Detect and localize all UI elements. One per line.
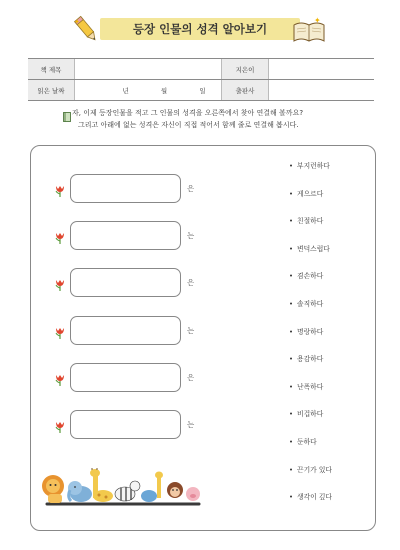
tulip-icon [55,418,65,437]
trait-item [289,353,323,363]
book-info-table [28,58,374,101]
animal-parade-illustration [37,464,207,512]
trait-label: 생각이 깊다 [297,493,332,502]
bullet-icon: • [289,493,294,502]
book-title-field[interactable] [75,59,222,80]
trait-label: 난폭하다 [297,382,324,391]
trait-item [289,270,323,280]
read-date-label: 읽은 날짜 [28,80,75,101]
particle-label: 는 [187,326,195,335]
trait-label: 변덕스럽다 [297,244,330,253]
trait-item [289,188,323,198]
trait-item [289,464,332,474]
instruction-line-2: 그리고 아래에 없는 성격은 자신이 직접 적어서 함께 줄로 연결해 봅시다. [78,121,299,129]
particle-label: 은 [187,373,195,382]
character-name-box[interactable] [70,221,181,250]
trait-label: 둔하다 [297,438,317,446]
year-label: 년 [122,86,129,95]
character-name-box[interactable] [70,363,181,392]
bullet-icon: • [289,162,294,170]
trait-label: 비겁하다 [297,410,324,419]
trait-item [289,243,330,253]
trait-label: 부지런하다 [297,162,330,170]
tulip-icon [55,371,65,390]
trait-item [289,326,323,336]
trait-item [289,491,332,501]
svg-text:✦: ✦ [74,18,80,26]
bullet-icon: • [289,217,294,226]
notebook-icon [63,107,71,126]
character-name-box[interactable] [70,316,181,345]
instruction-line-1: 자, 이제 등장인물을 적고 그 인물의 성격을 오른쪽에서 찾아 연결해 볼까요? [72,109,304,117]
author-field[interactable] [269,59,375,80]
particle-label: 은 [187,278,195,287]
trait-item [289,381,323,391]
trait-item [289,215,323,225]
book-title-label: 책 제목 [28,59,75,80]
particle-label: 은 [187,184,195,193]
character-name-box[interactable] [70,174,181,203]
trait-item [289,436,317,446]
character-name-box[interactable] [70,268,181,297]
bullet-icon: • [289,382,294,391]
trait-label: 겸손하다 [297,272,324,281]
bullet-icon: • [289,355,294,364]
tulip-icon [55,229,65,248]
tulip-icon [55,324,65,343]
instructions [72,107,303,131]
pencil-icon [72,14,100,48]
bullet-icon: • [289,244,294,253]
trait-label: 솔직하다 [297,300,324,308]
author-label: 지은이 [222,59,269,80]
day-label: 일 [199,86,206,95]
month-label: 월 [160,86,168,95]
bullet-icon: • [289,272,294,281]
svg-text:✦: ✦ [314,17,321,25]
publisher-field[interactable] [269,80,375,101]
trait-label: 용감하다 [297,355,324,364]
particle-label: 는 [187,420,195,429]
bullet-icon: • [289,300,294,308]
read-date-field[interactable] [75,80,222,101]
trait-label: 게으르다 [297,189,324,198]
tulip-icon [55,182,65,201]
tulip-icon [55,276,65,295]
publisher-label: 출판사 [222,80,269,101]
particle-label: 는 [187,231,195,240]
bullet-icon: • [289,438,294,446]
bullet-icon: • [289,327,294,336]
book-icon [292,17,326,49]
page-title: 등장 인물의 성격 알아보기 [132,22,268,36]
matching-area [30,145,376,531]
trait-label: 끈기가 있다 [297,465,332,474]
bullet-icon: • [289,410,294,419]
trait-item [289,160,330,170]
trait-label: 친절하다 [297,217,324,226]
title-banner [100,18,300,42]
character-name-box[interactable] [70,410,181,439]
bullet-icon: • [289,189,294,198]
trait-item [289,408,323,418]
trait-label: 명랑하다 [297,327,324,336]
trait-item [289,298,323,308]
bullet-icon: • [289,465,294,474]
